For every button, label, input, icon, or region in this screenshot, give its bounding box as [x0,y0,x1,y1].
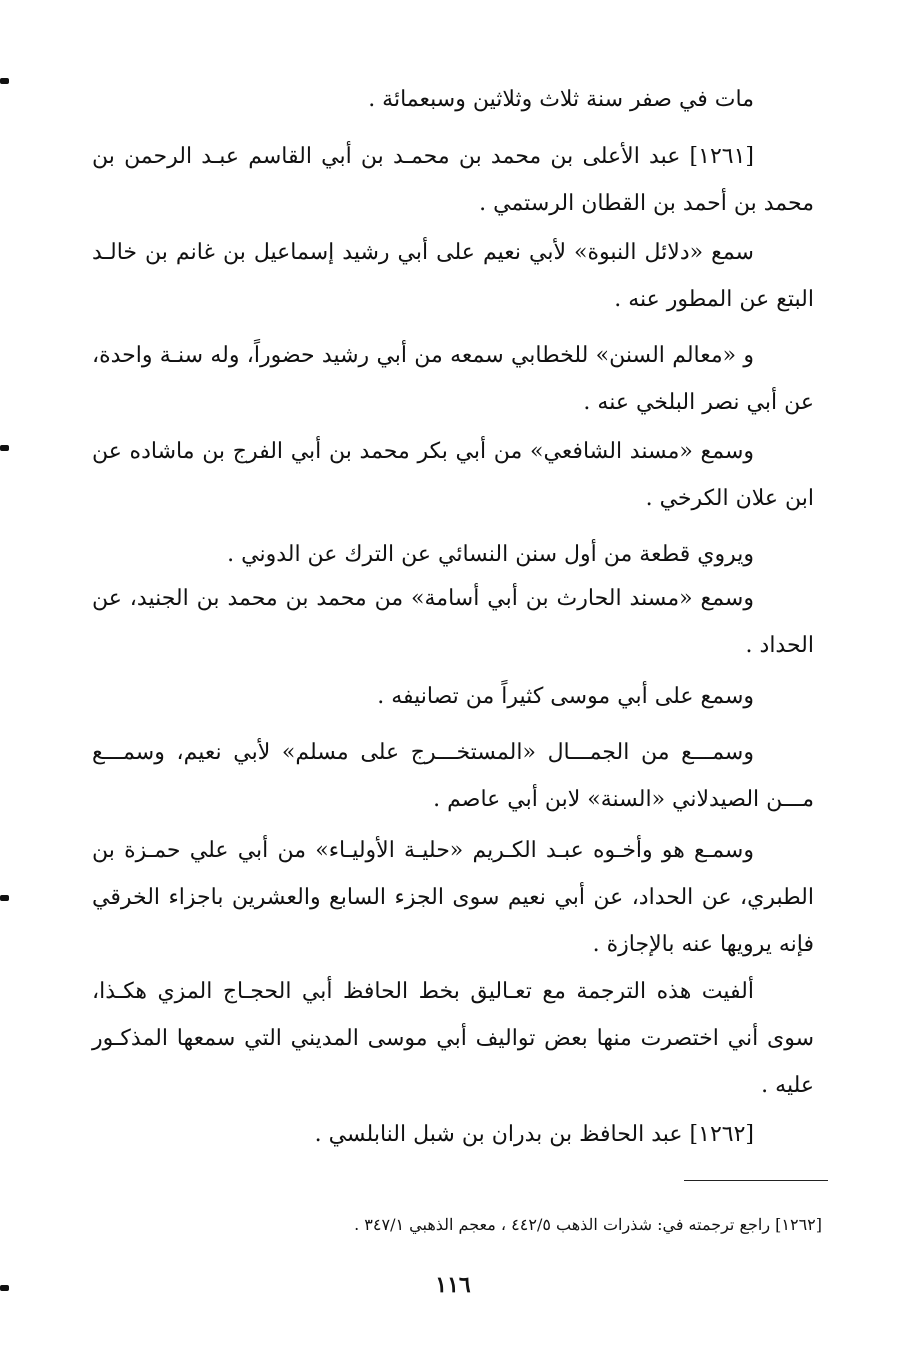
paragraph-dalail-nubuwwa: سمع «دلائل النبوة» لأبي نعيم على أبي رشيد إسماعيل بن غانم بن خالـد البتع عن المطور عنه . [92,240,814,312]
paragraph-death-date: مات في صفر سنة ثلاث وثلاثين وسبعمائة . [368,87,754,112]
paragraph-mustakhraj: وسمـــع من الجمـــال «المستخـــرج على مسلم» لأبي نعيم، وسمـــع مـــن الصيدلاني «السنة» لابن أبي عاصم . [92,740,814,812]
footnote-divider [684,1180,828,1181]
paragraph-musnad-shafii: وسمع «مسند الشافعي» من أبي بكر محمد بن أبي الفرج بن ماشاده عن ابن علان الكرخي . [92,439,814,511]
margin-mark [0,445,9,451]
footnote: [١٢٦٢] راجع ترجمته في: شذرات الذهب ٤٤٢/٥ ، معجم الذهبي ٣٤٧/١ . [354,1215,822,1234]
paragraph-translator-note: ألفيت هذه الترجمة مع تعـاليق بخط الحافظ أبي الحجـاج المزي هكـذا، سوى أني اختصرت منها بعض تواليف أبي موسى المديني التي سمعها المذكـور عليه . [92,979,814,1098]
entry-1262-heading: [١٢٦٢] عبد الحافظ بن بدران بن شبل النابلسي . [314,1122,754,1147]
margin-mark [0,78,9,84]
page-number: ١١٦ [435,1272,471,1298]
paragraph-abi-musa: وسمع على أبي موسى كثيراً من تصانيفه . [377,684,754,709]
paragraph-sunan-nasai: ويروي قطعة من أول سنن النسائي عن الترك عن الدوني . [227,542,754,567]
paragraph-maalim-sunan: و «معالم السنن» للخطابي سمعه من أبي رشيد حضوراً، وله سنـة واحدة، عن أبي نصر البلخي عنه . [92,343,814,415]
entry-1261-heading: [١٢٦١] عبد الأعلى بن محمد بن محمـد بن أبي القاسم عبـد الرحمن بن محمد بن أحمد بن القطان الرستمي . [92,144,814,216]
paragraph-hilyat-awliya: وسمـع هو وأخـوه عبـد الكـريم «حليـة الأوليـاء» من أبي علي حمـزة بن الطبري، عن الحداد، عن أبي نعيم سوى الجزء السابع والعشرين باجزاء الخرقي فإنه يرويها عنه بالإجازة . [92,838,814,957]
margin-mark [0,1285,9,1291]
paragraph-musnad-harith: وسمع «مسند الحارث بن أبي أسامة» من محمد بن محمد بن الجنيد، عن الحداد . [92,586,814,658]
margin-mark [0,895,9,901]
